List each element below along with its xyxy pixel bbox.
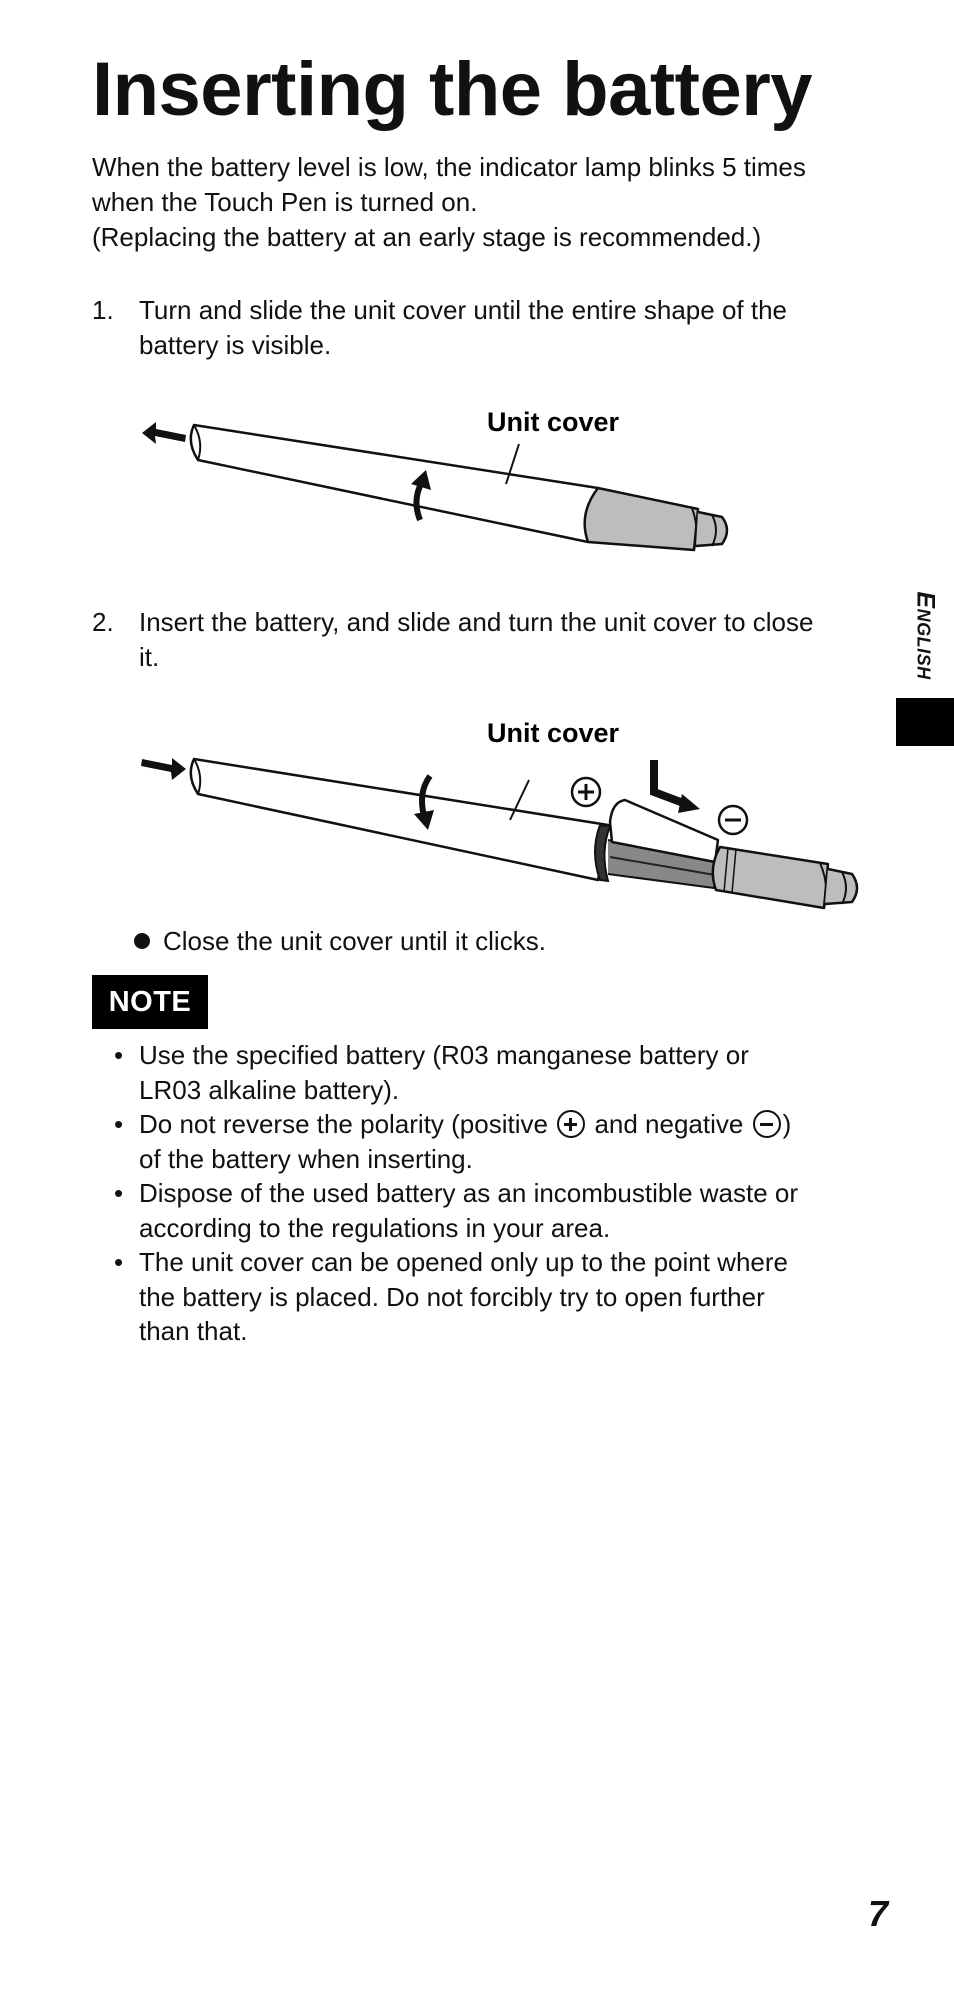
language-tab-marker [896,698,954,746]
pen-body [191,759,608,880]
note-list [92,1038,892,1349]
minus-symbol-icon [719,806,747,834]
unit-cover-label: Unit cover [487,718,620,748]
page-title: Inserting the battery [92,47,813,132]
step-text: Insert the battery, and slide and turn the unit cover to close [139,607,814,637]
step-text: Turn and slide the unit cover until the entire shape of the [139,295,787,325]
slide-right-arrow-icon [141,758,186,780]
intro-line: when the Touch Pen is turned on. [92,187,478,217]
step-number: 1. [92,295,114,325]
pen-tip [696,512,727,546]
positive-symbol-icon [557,1110,585,1138]
note-item: • Use the specified battery (R03 manganese battery or LR03 alkaline battery). [114,1040,749,1105]
note-item: • Do not reverse the polarity (positive and negative ) of the battery when inserting. [114,1109,792,1174]
note-item: • Dispose of the used battery as an incombustible waste or according to the regulations in your area. [114,1178,799,1243]
slide-left-arrow-icon [142,422,186,444]
pen-cap [713,847,828,908]
figure-close-cover [130,712,890,912]
bullet-dot-icon [134,933,150,949]
language-tab-label: English [911,590,940,680]
unit-cover-label: Unit cover [487,407,620,437]
bullet-marker: • [114,1247,124,1277]
page-number: 7 [868,1893,889,1934]
pen-cap [585,488,698,550]
step-number: 2. [92,607,114,637]
intro-line: (Replacing the battery at an early stage is recommended.) [92,222,762,252]
step-2-bullet: Close the unit cover until it clicks. [163,926,546,956]
negative-symbol-icon [753,1110,781,1138]
language-tab [896,587,954,683]
pen-tip [825,869,857,904]
touch-pen-close-illustration [130,712,890,912]
note-badge: NOTE [92,975,208,1029]
plus-symbol-icon [572,778,600,806]
intro-paragraph [92,150,912,255]
note-item: • The unit cover can be opened only up to the point where the battery is placed. Do not forcibly try to open further than that. [114,1247,788,1346]
step-text: it. [139,642,160,672]
bullet-marker: • [114,1109,124,1139]
touch-pen-open-illustration [130,400,770,570]
step-text: battery is visible. [139,330,332,360]
bullet-marker: • [114,1040,124,1070]
step-1 [92,293,892,363]
intro-line: When the battery level is low, the indicator lamp blinks 5 times [92,152,806,182]
figure-open-cover [130,400,770,570]
step-2 [92,605,892,675]
bullet-marker: • [114,1178,124,1208]
pen-body [191,425,598,542]
insert-arrow-icon [654,760,686,804]
